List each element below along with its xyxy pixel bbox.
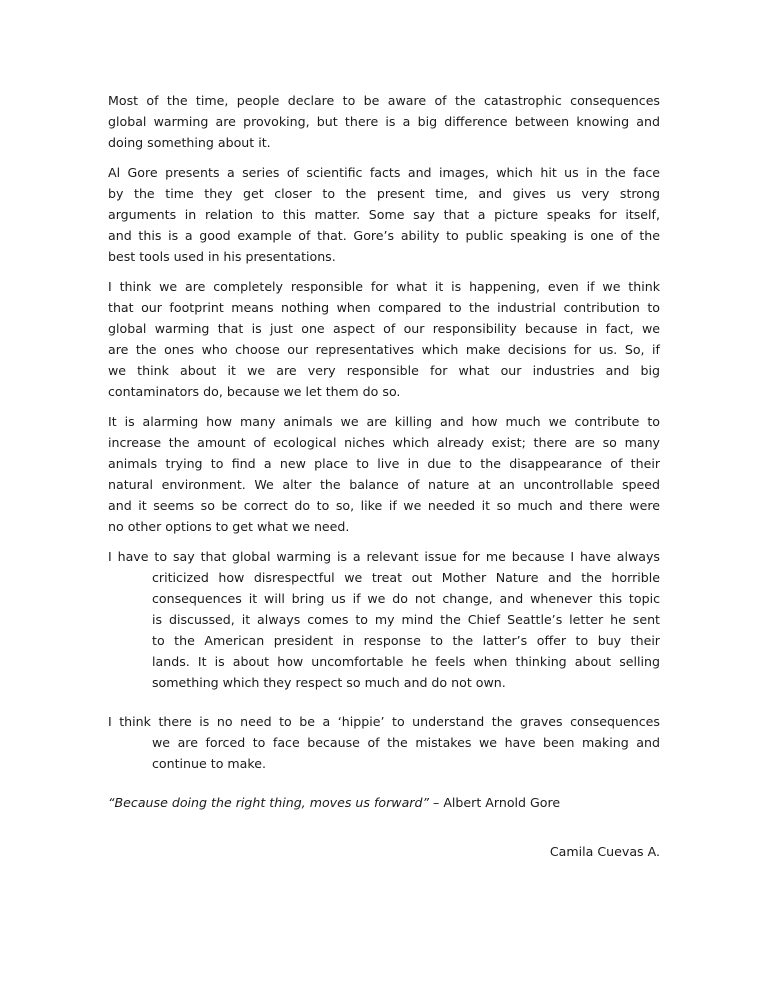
- text-line: It is alarming how many animals we are killing and how much we contribute to: [108, 414, 660, 429]
- text-line: global warming are provoking, but there is a big difference between knowing and: [108, 114, 660, 129]
- text-line: is discussed, it always comes to my mind the Chief Seattle’s letter he sent: [152, 612, 660, 627]
- paragraph: [108, 711, 660, 774]
- text-line: we are forced to face because of the mistakes we have been making and: [152, 735, 660, 750]
- text-line: global warming that is just one aspect of our responsibility because in fact, we: [108, 321, 660, 336]
- text-line: natural environment. We alter the balance of nature at an uncontrollable speed: [108, 477, 660, 492]
- text-line: increase the amount of ecological niches which already exist; there are so many: [108, 435, 660, 450]
- paragraph: [108, 546, 660, 693]
- text-line: consequences it will bring us if we do not change, and whenever this topic: [152, 591, 660, 606]
- text-line: lands. It is about how uncomfortable he feels when thinking about selling: [152, 654, 660, 669]
- text-line: Most of the time, people declare to be aware of the catastrophic consequences: [108, 93, 660, 108]
- text-line: I have to say that global warming is a relevant issue for me because I have always: [108, 549, 660, 564]
- text-line: Al Gore presents a series of scientific facts and images, which hit us in the face: [108, 165, 660, 180]
- text-line: something which they respect so much and do not own.: [152, 675, 506, 690]
- text-line: to the American president in response to the latter’s offer to buy their: [152, 633, 660, 648]
- quote-text: “Because doing the right thing, moves us forward”: [108, 795, 430, 810]
- text-line: arguments in relation to this matter. Some say that a picture speaks for itself,: [108, 207, 660, 222]
- text-line: best tools used in his presentations.: [108, 249, 336, 264]
- text-line: we think about it we are very responsible for what our industries and big: [108, 363, 660, 378]
- text-line: criticized how disrespectful we treat out Mother Nature and the horrible: [152, 570, 660, 585]
- paragraph: [108, 411, 660, 537]
- document-body: [108, 90, 660, 813]
- text-line: and it seems so be correct do to so, like if we needed it so much and there were: [108, 498, 660, 513]
- text-line: continue to make.: [152, 756, 266, 771]
- text-line: and this is a good example of that. Gore’s ability to public speaking is one of the: [108, 228, 660, 243]
- text-line: doing something about it.: [108, 135, 271, 150]
- text-line: are the ones who choose our representatives which make decisions for us. So, if: [108, 342, 660, 357]
- text-line: I think there is no need to be a ‘hippie’ to understand the graves consequences: [108, 714, 660, 729]
- closing-quote: [108, 792, 660, 813]
- quote-attribution: – Albert Arnold Gore: [429, 795, 561, 810]
- text-line: no other options to get what we need.: [108, 519, 350, 534]
- text-line: by the time they get closer to the present time, and gives us very strong: [108, 186, 660, 201]
- paragraph: [108, 162, 660, 267]
- paragraph: [108, 276, 660, 402]
- text-line: animals trying to find a new place to live in due to the disappearance of their: [108, 456, 660, 471]
- text-line: I think we are completely responsible for what it is happening, even if we think: [108, 279, 660, 294]
- author-signature: Camila Cuevas A.: [549, 844, 660, 859]
- text-line: contaminators do, because we let them do so.: [108, 384, 401, 399]
- text-line: that our footprint means nothing when compared to the industrial contribution to: [108, 300, 660, 315]
- paragraph: [108, 90, 660, 153]
